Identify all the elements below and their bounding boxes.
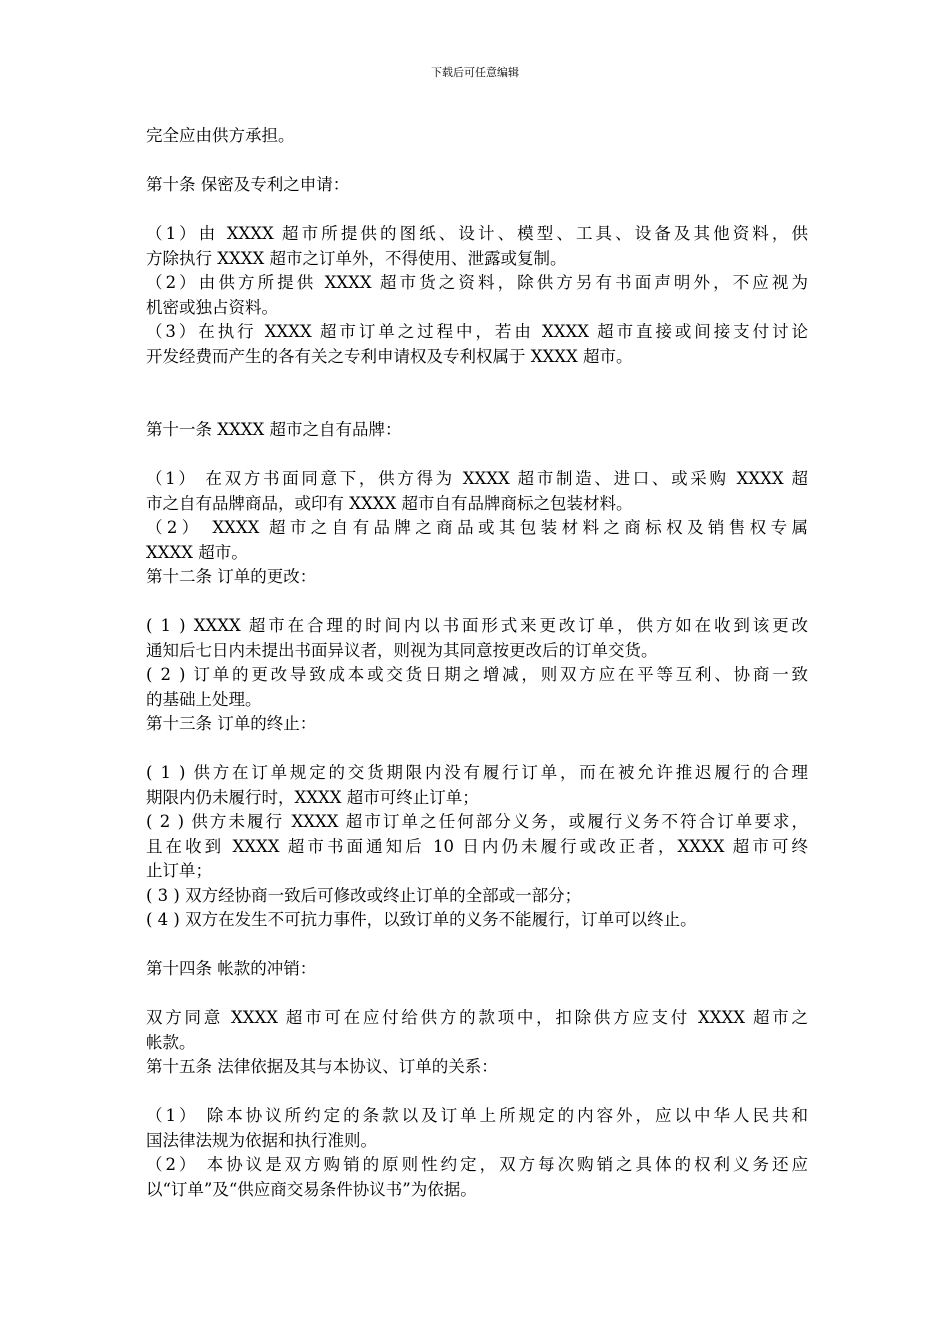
text-line: 国法律法规为依据和执行准则。 <box>146 1130 377 1150</box>
text-line: 以“订单”及“供应商交易条件协议书”为依据。 <box>146 1179 477 1199</box>
text-line: （2） XXXX 超市之自有品牌之商品或其包装材料之商标权及销售权专属 <box>146 518 808 537</box>
text-line: XXXX 超市。 <box>146 542 248 562</box>
text-line: ( 2 ) 供方未履行 XXXX 超市订单之任何部分义务，或履行义务不符合订单要求， <box>146 812 808 831</box>
text-line: 双方同意 XXXX 超市可在应付给供方的款项中，扣除供方应支付 XXXX 超市之 <box>146 1008 808 1027</box>
text-line: 第十条 保密及专利之申请： <box>146 175 350 194</box>
text-line: ( 1 ) 供方在订单规定的交货期限内没有履行订单，而在被允许推迟履行的合理 <box>146 763 808 782</box>
blank-line <box>146 982 808 1007</box>
text-line: 期限内仍未履行时，XXXX 超市可终止订单； <box>146 787 479 807</box>
text-line: 第十一条 XXXX 超市之自有品牌： <box>146 420 402 439</box>
text-line: ( 1 ) XXXX 超市在合理的时间内以书面形式来更改订单，供方如在收到该更改 <box>146 616 808 635</box>
text-line: 第十三条 订单的终止： <box>146 714 317 733</box>
blank-line <box>146 737 808 762</box>
blank-line <box>146 443 808 468</box>
text-line: 完全应由供方承担。 <box>146 126 295 145</box>
blank-line <box>146 933 808 958</box>
text-line: （1） 在双方书面同意下，供方得为 XXXX 超市制造、进口、或采购 XXXX 超 <box>146 469 808 488</box>
blank-line <box>146 394 808 419</box>
blank-line <box>146 590 808 615</box>
text-line: 第十四条 帐款的冲销： <box>146 959 317 978</box>
text-line: ( 4 ) 双方在发生不可抗力事件，以致订单的义务不能履行，订单可以终止。 <box>146 910 697 929</box>
text-line: 第十二条 订单的更改： <box>146 567 317 586</box>
text-line: （3）在执行 XXXX 超市订单之过程中，若由 XXXX 超市直接或间接支付讨论 <box>146 322 808 341</box>
text-line: 方除执行 XXXX 超市之订单外，不得使用、泄露或复制。 <box>146 248 567 268</box>
text-line: 机密或独占资料。 <box>146 297 278 317</box>
text-line: 帐款。 <box>146 1032 196 1052</box>
blank-line <box>146 369 808 394</box>
blank-line <box>146 198 808 223</box>
text-line: 第十五条 法律依据及其与本协议、订单的关系： <box>146 1057 498 1076</box>
text-line: （1）由 XXXX 超市所提供的图纸、设计、模型、工具、设备及其他资料，供 <box>146 224 808 243</box>
text-line: （2） 本协议是双方购销的原则性约定，双方每次购销之具体的权利义务还应 <box>146 1155 808 1174</box>
text-line: （1） 除本协议所约定的条款以及订单上所规定的内容外，应以中华人民共和 <box>146 1106 808 1125</box>
page-header: 下载后可任意编辑 <box>431 66 519 79</box>
blank-line <box>146 149 808 174</box>
text-line: ( 3 ) 双方经协商一致后可修改或终止订单的全部或一部分； <box>146 885 582 905</box>
text-line: 且在收到 XXXX 超市书面通知后 10 日内仍未履行或改正者，XXXX 超市可终 <box>146 836 808 856</box>
text-line: （2）由供方所提供 XXXX 超市货之资料，除供方另有书面声明外，不应视为 <box>146 273 808 292</box>
text-line: 市之自有品牌商品，或印有 XXXX 超市自有品牌商标之包装材料。 <box>146 493 633 513</box>
text-line: 通知后七日内未提出书面异议者，则视为其同意按更改后的订单交货。 <box>146 640 658 660</box>
blank-line <box>146 1080 808 1105</box>
text-line: 止订单； <box>146 861 212 880</box>
text-line: 开发经费而产生的各有关之专利申请权及专利权属于 XXXX 超市。 <box>146 346 633 366</box>
document-body <box>146 124 808 1202</box>
text-line: 的基础上处理。 <box>146 689 262 709</box>
text-line: ( 2 ) 订单的更改导致成本或交货日期之增减，则双方应在平等互利、协商一致 <box>146 665 808 684</box>
